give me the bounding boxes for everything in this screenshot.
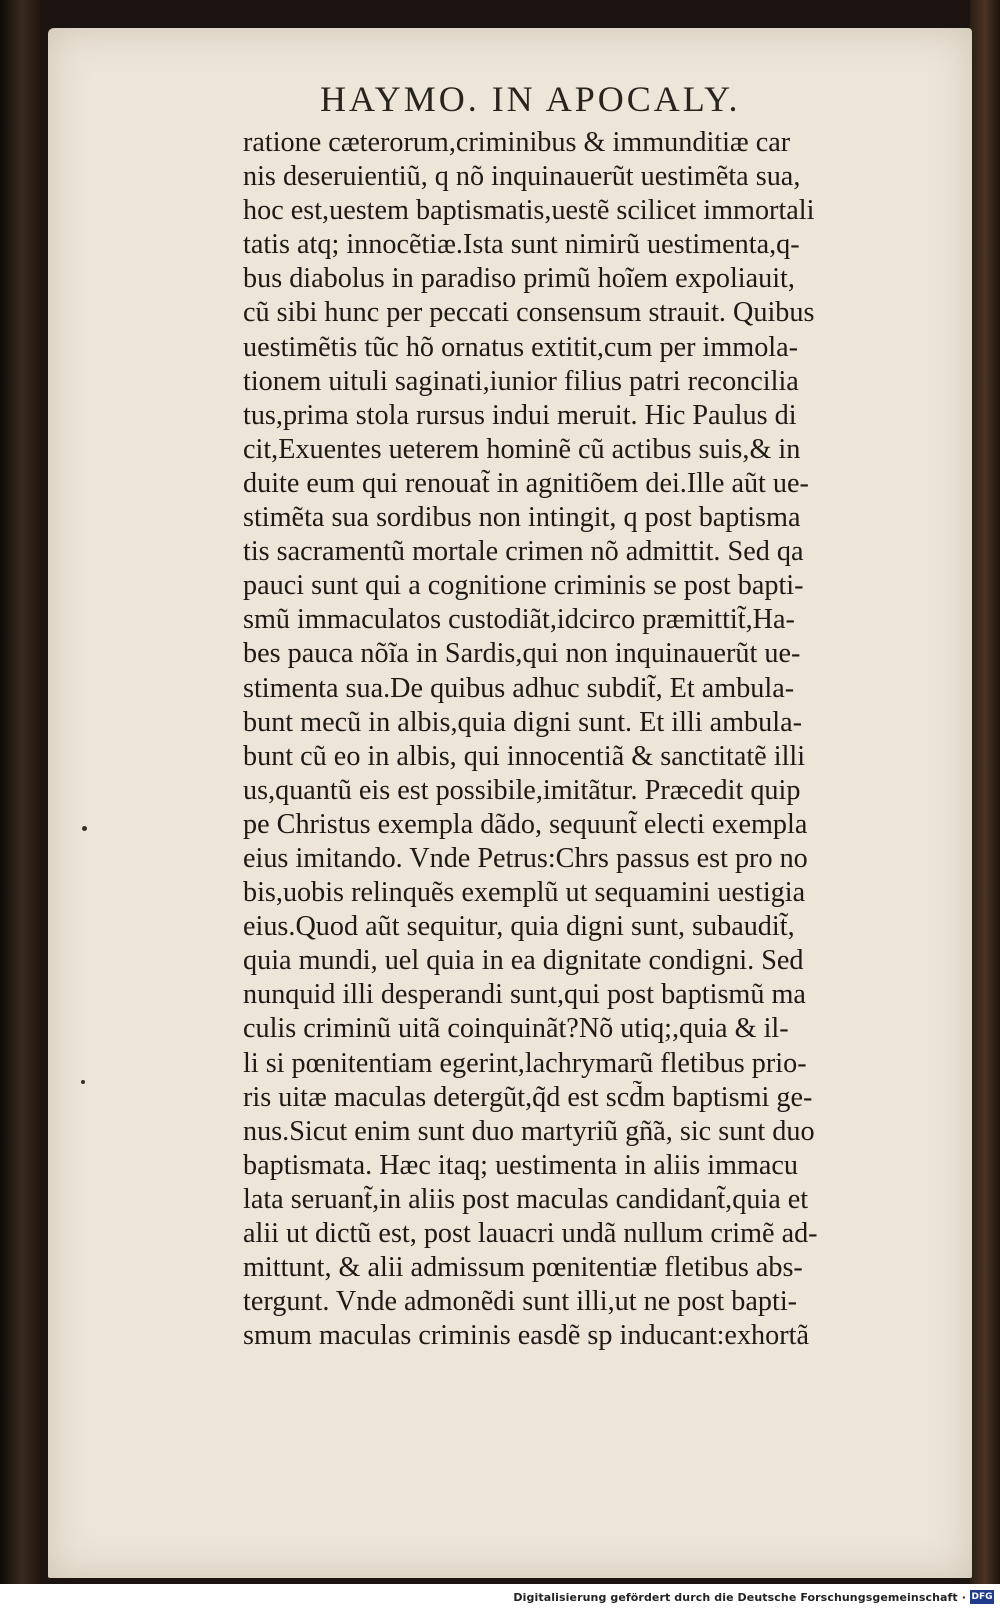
text-line: us,quantũ eis est possibile,imitãtur. Præcedit quip <box>243 774 801 806</box>
text-line: duite eum qui renouat̃ in agnitiõem dei.Ille aũt ue- <box>243 467 809 499</box>
text-line: pauci sunt qui a cognitione criminis se post bapti- <box>243 570 804 602</box>
text-line: li si pœnitentiam egerint,lachrymarũ fletibus prio- <box>243 1047 807 1079</box>
dfg-logo: DFG <box>971 1592 993 1602</box>
text-line: ratione cæterorum,criminibus & immunditiæ car <box>243 127 791 158</box>
text-line: bunt cũ eo in albis, qui innocentiã & sanctitatẽ illi <box>243 740 806 772</box>
text-line: cũ sibi hunc per peccati consensum strauit. Quibus <box>243 297 815 329</box>
text-line: bunt mecũ in albis,quia digni sunt. Et illi ambula- <box>243 706 802 738</box>
ink-speck <box>81 1080 85 1084</box>
text-line: bus diabolus in paradiso primũ hoĩem expoliauit, <box>243 263 795 295</box>
text-line: lata seruant̃,in aliis post maculas candidant̃,quia et <box>243 1183 809 1215</box>
text-line: stimenta sua.De quibus adhuc subdit̃, Et ambula- <box>243 672 795 704</box>
text-line: tis sacramentũ mortale crimen nõ admittit. Sed qa <box>243 536 804 568</box>
running-head: HAYMO. IN APOCALY. <box>320 79 741 119</box>
text-line: tionem uituli saginati,iunior filius patri reconcilia <box>243 365 799 397</box>
text-line: bis,uobis relinquẽs exemplũ ut sequamini uestigia <box>243 877 806 909</box>
text-line: tatis atq; innocẽtiæ.Ista sunt nimirũ uestimenta,q- <box>243 229 800 261</box>
text-line: nunquid illi desperandi sunt,qui post baptismũ ma <box>243 979 806 1011</box>
book-spine-edge <box>0 0 40 1608</box>
book-fore-edge <box>970 0 1000 1585</box>
text-line: baptismata. Hæc itaq; uestimenta in aliis immacu <box>243 1149 799 1181</box>
text-line: tus,prima stola rursus indui meruit. Hic Paulus di <box>243 399 797 431</box>
text-line: pe Christus exempla dãdo, sequunt̃ electi exempla <box>243 808 808 840</box>
text-line: culis criminũ uitã coinquinãt?Nõ utiq;,quia & il- <box>243 1013 789 1045</box>
footer-credit: Digitalisierung gefördert durch die Deutsche Forschungsgemeinschaft · <box>513 1591 966 1604</box>
body-text <box>243 126 933 1353</box>
text-line: mittunt, & alii admissum pœnitentiæ fletibus abs- <box>243 1252 803 1284</box>
text-line: smum maculas criminis easdẽ sp inducant:exhortã <box>243 1320 809 1352</box>
text-line: ris uitæ maculas detergũt,q̃d est scd̃m baptismi ge- <box>243 1081 813 1113</box>
text-line: cit,Exuentes ueterem hominẽ cũ actibus suis,& in <box>243 433 801 465</box>
text-line: eius.Quod aũt sequitur, quia digni sunt, subaudit̃, <box>243 911 795 943</box>
text-line: stimẽta sua sordibus non intingit, q post baptisma <box>243 502 801 534</box>
text-line: quia mundi, uel quia in ea dignitate condigni. Sed <box>243 945 804 977</box>
text-line: hoc est,uestem baptismatis,uestẽ scilicet immortali <box>243 195 815 227</box>
text-line: uestimẽtis tũc hõ ornatus extitit,cum per immola- <box>243 331 799 363</box>
text-line: tergunt. Vnde admonẽdi sunt illi,ut ne post bapti- <box>243 1286 798 1318</box>
text-line: eius imitando. Vnde Petrus:Chrs passus est pro no <box>243 842 808 874</box>
text-line: bes pauca nõĩa in Sardis,qui non inquinauerũt ue- <box>243 638 801 670</box>
text-line: nus.Sicut enim sunt duo martyriũ gñ̃a, sic sunt duo <box>243 1115 815 1147</box>
text-line: smũ immaculatos custodiãt,idcirco præmittit̃,Ha- <box>243 604 795 636</box>
footer-strip <box>0 1584 1000 1608</box>
ink-speck <box>82 826 87 831</box>
text-line: alii ut dictũ est, post lauacri undã nullum crimẽ ad- <box>243 1218 818 1249</box>
text-line: nis deseruientiũ, q nõ inquinauerũt uestimẽta sua, <box>243 161 801 193</box>
